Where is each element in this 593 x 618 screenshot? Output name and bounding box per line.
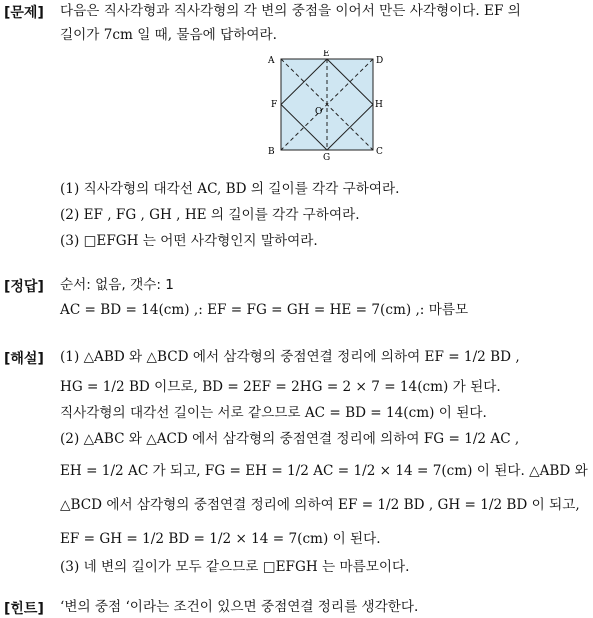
- label-d: D: [376, 56, 384, 66]
- problem-tag: [문제]: [4, 5, 44, 21]
- answer-tag: [정답]: [4, 279, 44, 295]
- label-a: A: [268, 56, 275, 66]
- problem-line-1: 다음은 직사각형과 직사각형의 각 변의 중점을 이어서 만든 사각형이다. EF 의: [60, 3, 521, 19]
- explanation-line-6: △BCD 에서 삼각형의 중점연결 정리에 의하여 EF = 1/2 BD , GH = 1/2 BD 이 되고,: [60, 497, 580, 513]
- explanation-tag: [해설]: [4, 351, 44, 367]
- explanation-line-8: (3) 네 변의 길이가 모두 같으므로 □EFGH 는 마름모이다.: [60, 559, 410, 575]
- label-b: B: [268, 147, 275, 157]
- explanation-line-3: 직사각형의 대각선 길이는 서로 같으므로 AC = BD = 14(cm) 이 된다.: [60, 405, 487, 421]
- explanation-line-1: (1) △ABD 와 △BCD 에서 삼각형의 중점연결 정리에 의하여 EF = 1/2 BD ,: [60, 349, 520, 365]
- problem-line-2: 길이가 7cm 일 때, 물음에 답하여라.: [60, 27, 277, 43]
- rectangle-figure: [262, 50, 390, 162]
- hint-tag: [힌트]: [4, 601, 44, 617]
- label-g: G: [323, 153, 331, 162]
- explanation-line-5: EH = 1/2 AC 가 되고, FG = EH = 1/2 AC = 1/2 × 14 = 7(cm) 이 된다. △ABD 와: [60, 463, 588, 479]
- explanation-line-7: EF = GH = 1/2 BD = 1/2 × 14 = 7(cm) 이 된다.: [60, 531, 381, 547]
- answer-line-2: AC = BD = 14(cm) ,: EF = FG = GH = HE = 7(cm) ,: 마름모: [60, 302, 469, 318]
- explanation-line-2: HG = 1/2 BD 이므로, BD = 2EF = 2HG = 2 × 7 = 14(cm) 가 된다.: [60, 379, 501, 395]
- label-c: C: [376, 147, 383, 157]
- answer-line-1: 순서: 없음, 갯수: 1: [60, 277, 174, 293]
- question-1: (1) 직사각형의 대각선 AC, BD 의 길이를 각각 구하여라.: [60, 181, 400, 197]
- question-2: (2) EF , FG , GH , HE 의 길이를 각각 구하여라.: [60, 207, 360, 223]
- label-f: F: [271, 100, 278, 110]
- label-o: O: [315, 107, 323, 117]
- label-e: E: [323, 50, 330, 59]
- hint-text: ‘변의 중점 ‘이라는 조건이 있으면 중점연결 정리를 생각한다.: [60, 599, 419, 615]
- question-3: (3) □EFGH 는 어떤 사각형인지 말하여라.: [60, 233, 318, 249]
- explanation-line-4: (2) △ABC 와 △ACD 에서 삼각형의 중점연결 정리에 의하여 FG = 1/2 AC ,: [60, 431, 520, 447]
- label-h: H: [375, 100, 383, 110]
